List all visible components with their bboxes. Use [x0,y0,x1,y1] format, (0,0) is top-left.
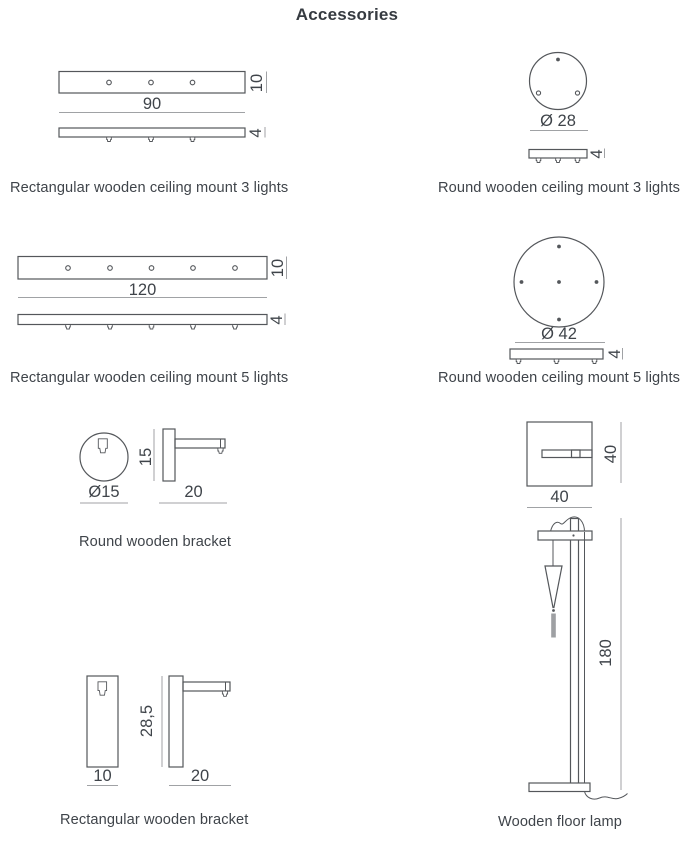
caption-rect-mount-3: Rectangular wooden ceiling mount 3 lights [10,180,289,196]
dim-round-mount-5-thickness: 4 [606,349,624,359]
dim-round-bracket-depth: 20 [184,483,203,501]
dim-floor-lamp-top-height: 40 [602,444,620,464]
dim-round-bracket-diameter: Ø15 [88,483,120,501]
dim-floor-lamp-top-width: 40 [550,488,569,506]
dim-rect-bracket-width: 10 [93,767,112,785]
dim-round-mount-3-thickness: 4 [588,149,606,159]
dim-round-bracket-height: 15 [137,447,155,466]
page-title: Accessories [295,5,399,24]
dim-rect-mount-3-height: 10 [247,73,266,92]
caption-round-mount-5: Round wooden ceiling mount 5 lights [438,370,681,386]
dim-rect-mount-5-height: 10 [268,258,287,278]
dim-round-mount-5-diameter: Ø 42 [541,325,577,343]
dim-rect-bracket-height: 28,5 [138,704,156,738]
dim-rect-bracket-depth: 20 [190,767,210,785]
dim-round-mount-3-diameter: Ø 28 [540,112,576,130]
caption-rect-mount-5: Rectangular wooden ceiling mount 5 lights [10,370,289,386]
floor-lamp-drawing [527,422,628,799]
dim-rect-mount-3-width: 90 [142,95,162,113]
caption-floor-lamp: Wooden floor lamp [498,814,622,830]
dim-rect-mount-5-thickness: 4 [267,314,286,325]
caption-rect-bracket: Rectangular wooden bracket [60,812,249,828]
dim-floor-lamp-height: 180 [597,639,615,667]
dim-rect-mount-5-width: 120 [128,281,157,299]
dim-rect-mount-3-thickness: 4 [247,127,265,138]
caption-round-mount-3: Round wooden ceiling mount 3 lights [438,180,681,196]
caption-round-bracket: Round wooden bracket [79,534,232,550]
